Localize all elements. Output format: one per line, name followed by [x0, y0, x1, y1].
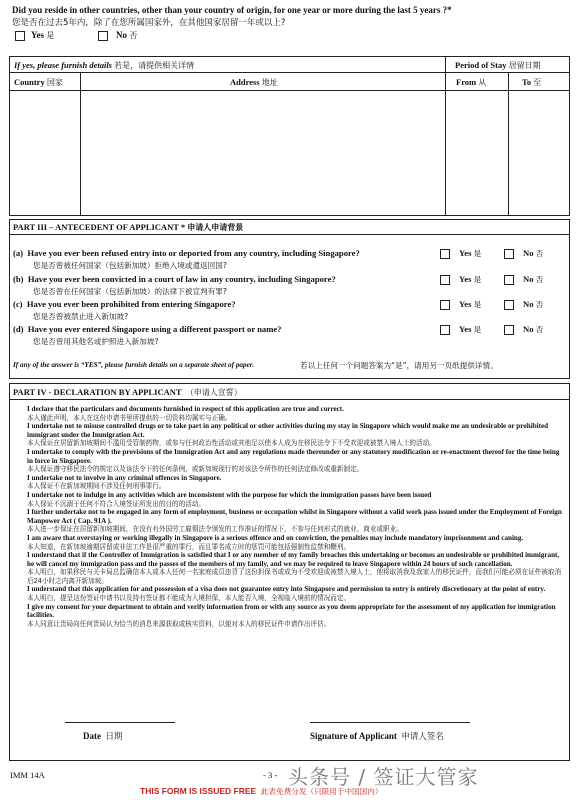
page-number: - 3 -: [263, 770, 278, 780]
declaration-paragraph: I understand that if the Controller of Immigration is satisfied that I or any member of my family breaches this undertaking or becomes an undesirable or prohibited immigrant, he will cancel my immigration pass and the passes of the members of my family, and we may be required to leave Singapore within 24 hours of such cancellation. 本人明白，如果移民与关卡局总监确信本人或本人任何一名家庭成员违背了这份担保书或成为不受欢迎或被禁入境人士，他将取消我及我家人的移民证件，而我们可能必须在证件被取消后24小时之内离开新加坡。: [27, 551, 562, 585]
date-line[interactable]: [65, 722, 175, 723]
question-b-no-label: No 否: [523, 274, 544, 284]
question-d-yes-checkbox[interactable]: [440, 325, 450, 335]
question-a-yes-checkbox[interactable]: [440, 249, 450, 259]
residence-yes-label: Yes 是: [31, 30, 55, 40]
col-country-header: Country 国家: [14, 77, 63, 87]
residence-yes-checkbox[interactable]: [15, 31, 25, 41]
col-to-header: To 至: [522, 77, 542, 87]
residence-question-cn: 您是否在过去5年内，除了在您所属国家外，在其他国家居留一年或以上?: [12, 18, 286, 28]
part3-footnote-cn: 若以上任何一个问题答案为“是”，请用另一页纸提供详情。: [300, 361, 498, 370]
question-b-no-checkbox[interactable]: [504, 275, 514, 285]
part3-title-divider: [9, 234, 570, 235]
question-a: (a) Have you ever been refused entry into or deported from any country, including Singapore?: [13, 248, 360, 258]
declaration-paragraph: I declare that the particulars and documents furnished in respect of this application are true and correct. 本人谨此声明，本人在这份申请书里所提供的一切资料均属实与正确。: [27, 405, 344, 422]
question-a-cn: 您是否曾被任何国家（包括新加坡）拒绝入境或遣返回国?: [33, 261, 227, 270]
question-c-no-label: No 否: [523, 299, 544, 309]
part4-title: PART IV - DECLARATION BY APPLICANT （申请人宣誓）: [13, 387, 242, 397]
date-label: Date 日期: [83, 731, 123, 742]
furnish-details-label: If yes, please furnish details 若是，请提供相关详情: [14, 60, 195, 70]
question-a-yes-label: Yes 是: [459, 248, 482, 258]
residence-no-checkbox[interactable]: [98, 31, 108, 41]
period-of-stay-label: Period of Stay 居留日期: [455, 60, 541, 70]
question-a-no-checkbox[interactable]: [504, 249, 514, 259]
question-d-yes-label: Yes 是: [459, 324, 482, 334]
part3-footnote: If any of the answer is “YES”, please furnish details on a separate sheet of paper.: [13, 361, 254, 369]
question-d-no-label: No 否: [523, 324, 544, 334]
table-header-divider: [9, 90, 570, 91]
declaration-paragraph: I undertake not to involve in any criminal offences in Singapore. 本人保证不在新加坡期间不涉及任何刑事罪行。: [27, 473, 222, 491]
question-b-cn: 您是否曾在任何国家（包括新加坡）的法律下被宣判有罪?: [33, 287, 227, 296]
signature-line[interactable]: [310, 722, 470, 723]
table-divider: [9, 72, 570, 73]
question-d: (d) Have you ever entered Singapore using a different passport or name?: [13, 324, 282, 334]
question-a-no-label: No 否: [523, 248, 544, 258]
declaration-paragraph: I understand that this application for and possession of a visa does not guarantee entry into Singapore and permission to entry is entirely discretionary at the point of entry. 本人明白，提呈这份签证申请书以及持有签证都不能成为入境担保，本人能否入境，全视临入境前的情况而定。: [27, 585, 546, 603]
question-c-cn: 您是否曾被禁止进入新加坡?: [33, 312, 129, 321]
residence-no-label: No 否: [116, 30, 138, 40]
question-d-cn: 您是否曾用其他名或护照进入新加坡?: [33, 337, 159, 346]
question-c-yes-label: Yes 是: [459, 299, 482, 309]
question-d-no-checkbox[interactable]: [504, 325, 514, 335]
question-c: (c) Have you ever been prohibited from entering Singapore?: [13, 299, 236, 309]
question-b-yes-checkbox[interactable]: [440, 275, 450, 285]
question-b: (b) Have you ever been convicted in a court of law in any country, including Singapore?: [13, 274, 336, 284]
question-c-yes-checkbox[interactable]: [440, 300, 450, 310]
table-col-divider: [445, 56, 446, 216]
question-c-no-checkbox[interactable]: [504, 300, 514, 310]
part4-title-divider: [9, 399, 570, 400]
declaration-paragraph: I give my consent for your department to obtain and verify information from or with any source as you deem appropriate for the assessment of my application for immigration facilities. 本人同意让贵局向任何贵局认为恰当的消息来源获取或核实资料，以便对本人的移民证件申请作出评估。: [27, 602, 556, 628]
residence-question: Did you reside in other countries, other than your country of origin, for one year or more during the last 5 years ?*: [12, 5, 452, 15]
col-address-header: Address 地址: [230, 77, 278, 87]
table-col-divider: [80, 72, 81, 216]
declaration-text: [27, 405, 565, 628]
watermark: 头条号 / 签证大管家: [288, 765, 479, 789]
question-b-yes-label: Yes 是: [459, 274, 482, 284]
form-code: IMM 14A: [10, 770, 45, 780]
declaration-paragraph: I am aware that overstaying or working illegally in Singapore is a serious offence and on conviction, the penalties may include mandatory imprisonment and caning. 本人知道，在新加坡逾期居留或非法工作是很严重的罪行，而且罪名成立时的惩罚可能包括强制性监禁和鞭刑。: [27, 533, 524, 551]
table-col-divider: [508, 72, 509, 216]
declaration-paragraph: I undertake to comply with the provisions of the Immigration Act and any regulations made thereunder or any statutory modification or re-enactment thereof for the time being in force in Singapore. 本人保证遵守移民法令的规定以及该法令下的任何条例，或新加坡现行的对该法令所作的任何法定修改或重新制定。: [27, 447, 560, 474]
col-from-header: From 从: [456, 77, 487, 87]
declaration-paragraph: I undertake not to misuse controlled drugs or to take part in any political or other activities during my stay in Singapore which would make me an undesirable or prohibited immigrant under the Immigration Act. 本人保证在居留新加坡期间不滥用受管制药物，或参与任何政治性活动或其他足以使本人成为在移民法令下不受欢迎或被禁入境人士的活动。: [27, 422, 549, 448]
declaration-paragraph: I further undertake not to be engaged in any form of employment, business or occupation whilst in Singapore without a valid work pass issued under the Employment of Foreign Manpower Act ( Cap. 91A ). 本人进一步保证在居留新加坡期间，在没有有外国劳工雇佣法令颁发的工作准证的情况下，不参与任何形式的就业、商业或职业。: [27, 508, 562, 534]
signature-label: Signature of Applicant 申请人签名: [310, 731, 444, 742]
free-notice: THIS FORM IS ISSUED FREE 此表免费分发（只限用于中国国内）: [140, 786, 383, 796]
declaration-paragraph: I undertake not to indulge in any activities which are inconsistent with the purpose for which the immigration passes have been issued 本人保证不沉溺于任何不符合入境签证所发出的目的的活动。: [27, 490, 432, 508]
part3-title: PART III – ANTECEDENT OF APPLICANT * 申请人申请背景: [13, 222, 244, 232]
